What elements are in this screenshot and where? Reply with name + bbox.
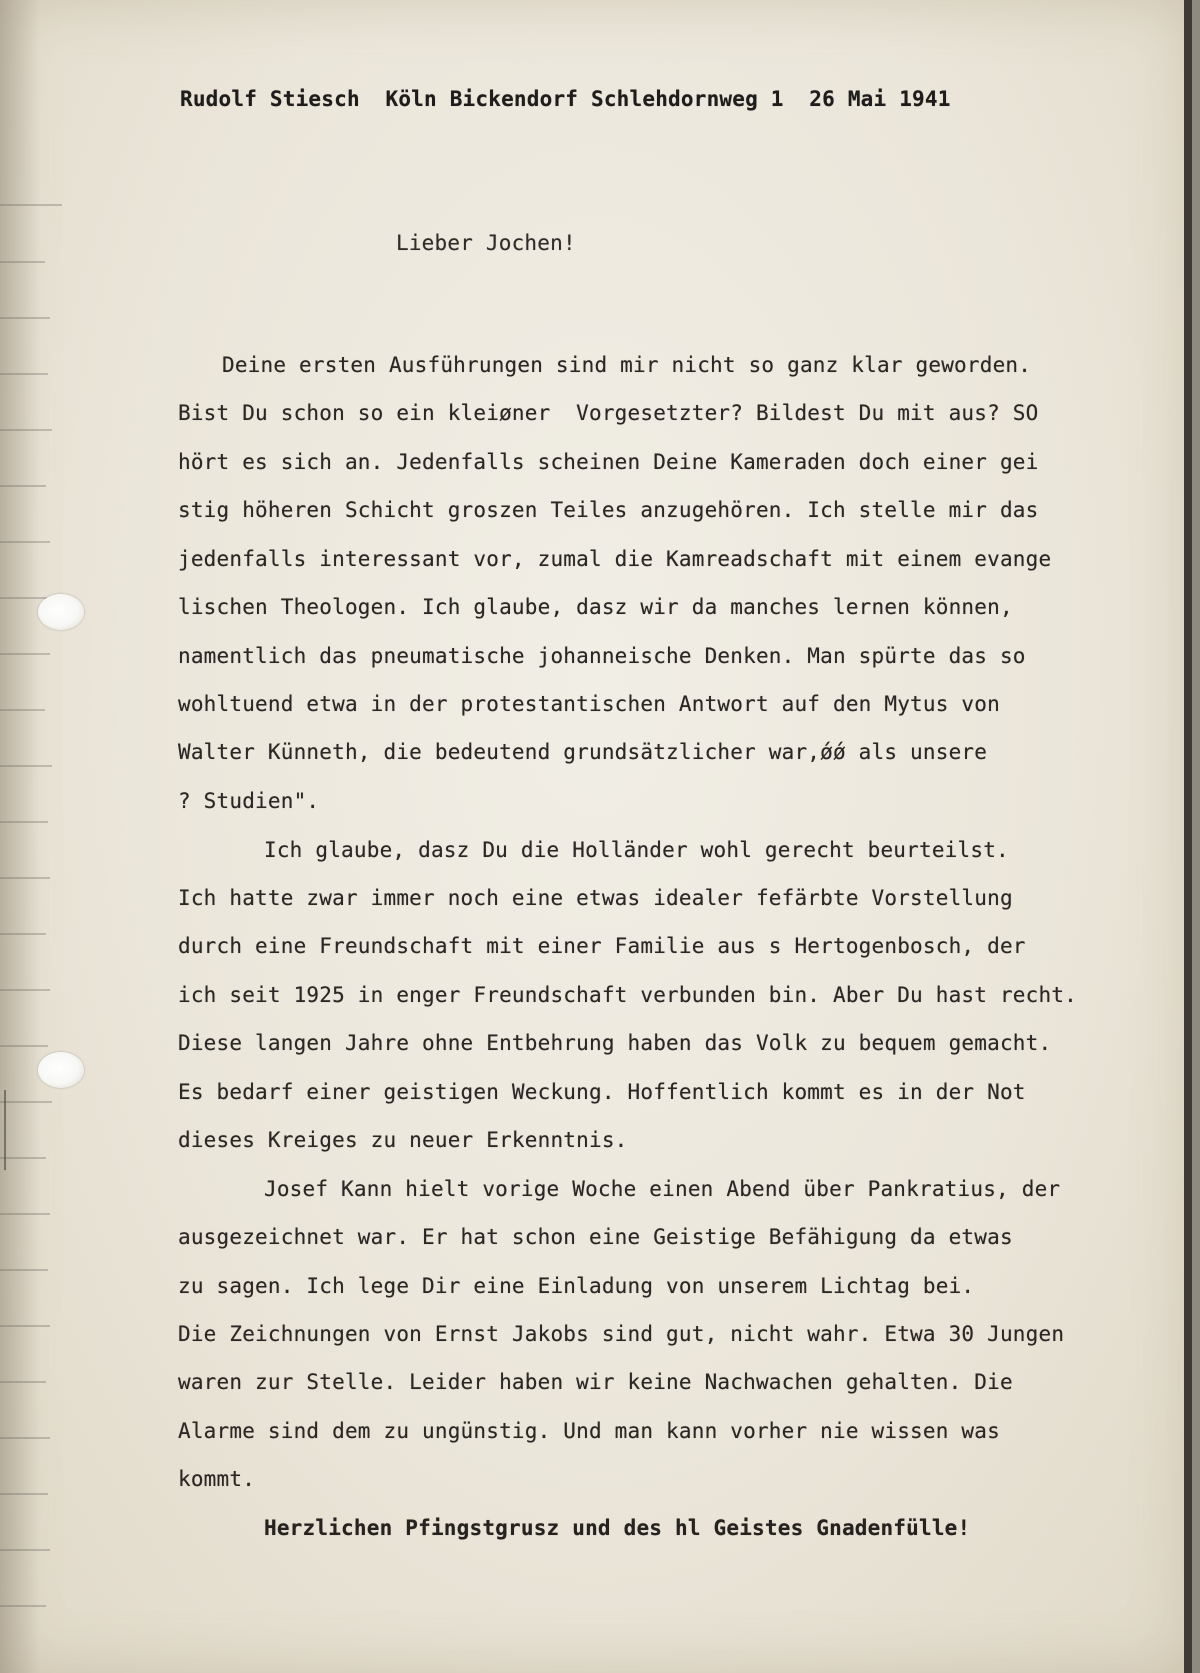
closing-greeting: Herzlichen Pfingstgrusz und des hl Geistes Gnadenfülle! bbox=[264, 1516, 971, 1540]
body-line: ich seit 1925 in enger Freundschaft verbunden bin. Aber Du hast recht. bbox=[178, 983, 1078, 1007]
body-line: Walter Künneth, die bedeutend grundsätzlicher war,ǿǿ als unsere bbox=[178, 740, 988, 764]
body-line: Diese langen Jahre ohne Entbehrung haben das Volk zu bequem gemacht. bbox=[178, 1031, 1052, 1055]
scan-edge bbox=[1184, 0, 1192, 1673]
body-line: Ich glaube, dasz Du die Holländer wohl gerecht beurteilst. bbox=[264, 838, 1009, 862]
body-line: wohltuend etwa in der protestantischen Antwort auf den Mytus von bbox=[178, 692, 1000, 716]
salutation: Lieber Jochen! bbox=[396, 231, 576, 255]
body-line: Josef Kann hielt vorige Woche einen Abend über Pankratius, der bbox=[264, 1177, 1061, 1201]
body-line: ausgezeichnet war. Er hat schon eine Geistige Befähigung da etwas bbox=[178, 1225, 1013, 1249]
body-line: durch eine Freundschaft mit einer Familie aus s Hertogenbosch, der bbox=[178, 934, 1026, 958]
body-line: dieses Kreiges zu neuer Erkenntnis. bbox=[178, 1128, 628, 1152]
body-line: kommt. bbox=[178, 1467, 256, 1491]
body-line: namentlich das pneumatische johanneische Denken. Man spürte das so bbox=[178, 644, 1026, 668]
body-line: waren zur Stelle. Leider haben wir keine Nachwachen gehalten. Die bbox=[178, 1370, 1013, 1394]
body-line: Deine ersten Ausführungen sind mir nicht so ganz klar geworden. bbox=[222, 353, 1032, 377]
body-line: jedenfalls interessant vor, zumal die Kamreadschaft mit einem evange bbox=[178, 547, 1052, 571]
body-line: Die Zeichnungen von Ernst Jakobs sind gut, nicht wahr. Etwa 30 Jungen bbox=[178, 1322, 1065, 1346]
body-line: ? Studien". bbox=[178, 789, 320, 813]
body-line: hört es sich an. Jedenfalls scheinen Deine Kameraden doch einer gei bbox=[178, 450, 1039, 474]
body-line: zu sagen. Ich lege Dir eine Einladung von unserem Lichtag bei. bbox=[178, 1274, 975, 1298]
body-line: lischen Theologen. Ich glaube, dasz wir da manches lernen können, bbox=[178, 595, 1013, 619]
body-line: Alarme sind dem zu ungünstig. Und man kann vorher nie wissen was bbox=[178, 1419, 1000, 1443]
body-line: stig höheren Schicht groszen Teiles anzugehören. Ich stelle mir das bbox=[178, 498, 1039, 522]
body-line: Es bedarf einer geistigen Weckung. Hoffentlich kommt es in der Not bbox=[178, 1080, 1026, 1104]
body-line: Bist Du schon so ein kleiøner Vorgesetzter? Bildest Du mit aus? SO bbox=[178, 401, 1039, 425]
letter-header: Rudolf Stiesch Köln Bickendorf Schlehdornweg 1 26 Mai 1941 bbox=[180, 87, 951, 111]
body-line: Ich hatte zwar immer noch eine etwas idealer fefärbte Vorstellung bbox=[178, 886, 1013, 910]
